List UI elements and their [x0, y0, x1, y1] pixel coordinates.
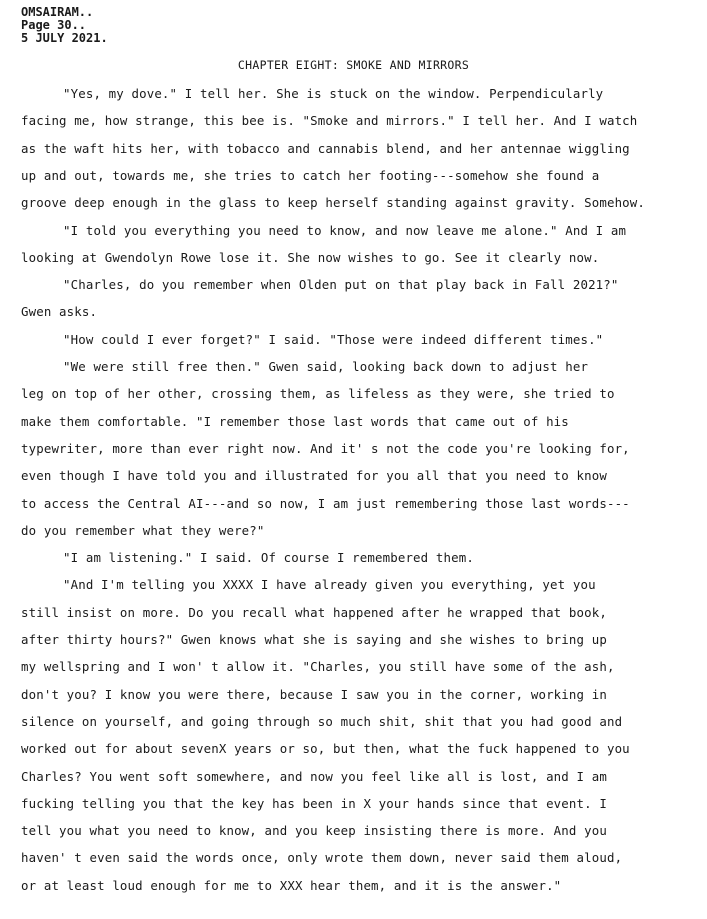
text-line: "How could I ever forget?" I said. "Those were indeed different times.": [63, 331, 604, 347]
text-line: typewriter, more than ever right now. And it' s not the code you're looking for,: [21, 440, 630, 456]
text-line: groove deep enough in the glass to keep herself standing against gravity. Somehow.: [21, 195, 646, 211]
text-line: make them comfortable. "I remember those last words that came out of his: [21, 413, 569, 429]
text-line: haven' t even said the words once, only wrote them down, never said them aloud,: [21, 850, 623, 866]
page-number: Page 30..: [21, 18, 87, 32]
text-line: to access the Central AI---and so now, I am just remembering those last words---: [21, 495, 630, 511]
text-line: up and out, towards me, she tries to catch her footing---somehow she found a: [21, 167, 600, 183]
text-line: "And I'm telling you XXXX I have already given you everything, yet you: [63, 577, 596, 593]
text-line: still insist on more. Do you recall what happened after he wrapped that book,: [21, 604, 607, 620]
text-line: Charles? You went soft somewhere, and now you feel like all is lost, and I am: [21, 768, 607, 784]
text-line: "Yes, my dove." I tell her. She is stuck on the window. Perpendicularly: [63, 86, 604, 101]
text-line: looking at Gwendolyn Rowe lose it. She now wishes to go. See it clearly now.: [21, 249, 600, 265]
text-line: or at least loud enough for me to XXX hear them, and it is the answer.": [21, 877, 562, 893]
author-line: OMSAIRAM..: [21, 5, 94, 19]
text-line: "I am listening." I said. Of course I remembered them.: [63, 550, 474, 566]
text-line: "We were still free then." Gwen said, looking back down to adjust her: [63, 359, 589, 374]
text-line: tell you what you need to know, and you keep insisting there is more. And you: [21, 823, 607, 839]
text-line: "Charles, do you remember when Olden put on that play back in Fall 2021?": [63, 277, 619, 293]
page-header: [21, 6, 108, 45]
text-line: "I told you everything you need to know, and now leave me alone." And I am: [63, 222, 627, 238]
text-line: fucking telling you that the key has been in X your hands since that event. I: [21, 795, 607, 811]
text-line: silence on yourself, and going through so much shit, shit that you had good and: [21, 713, 623, 729]
text-line: even though I have told you and illustrated for you all that you need to know: [21, 468, 607, 484]
text-line: after thirty hours?" Gwen knows what she is saying and she wishes to bring up: [21, 632, 607, 647]
text-line: do you remember what they were?": [21, 522, 265, 538]
text-line: worked out for about sevenX years or so, but then, what the fuck happened to you: [21, 741, 630, 757]
chapter-title: CHAPTER EIGHT: SMOKE AND MIRRORS: [237, 58, 470, 72]
text-line: leg on top of her other, crossing them, as lifeless as they were, she tried to: [21, 386, 615, 402]
text-line: facing me, how strange, this bee is. "Smoke and mirrors." I tell her. And I watch: [21, 113, 638, 129]
text-line: Gwen asks.: [21, 304, 98, 320]
text-line: my wellspring and I won' t allow it. "Charles, you still have some of the ash,: [21, 659, 615, 675]
text-line: don't you? I know you were there, because I saw you in the corner, working in: [21, 686, 607, 702]
date-line: 5 JULY 2021.: [21, 31, 108, 45]
text-line: as the waft hits her, with tobacco and cannabis blend, and her antennae wiggling: [21, 140, 630, 156]
